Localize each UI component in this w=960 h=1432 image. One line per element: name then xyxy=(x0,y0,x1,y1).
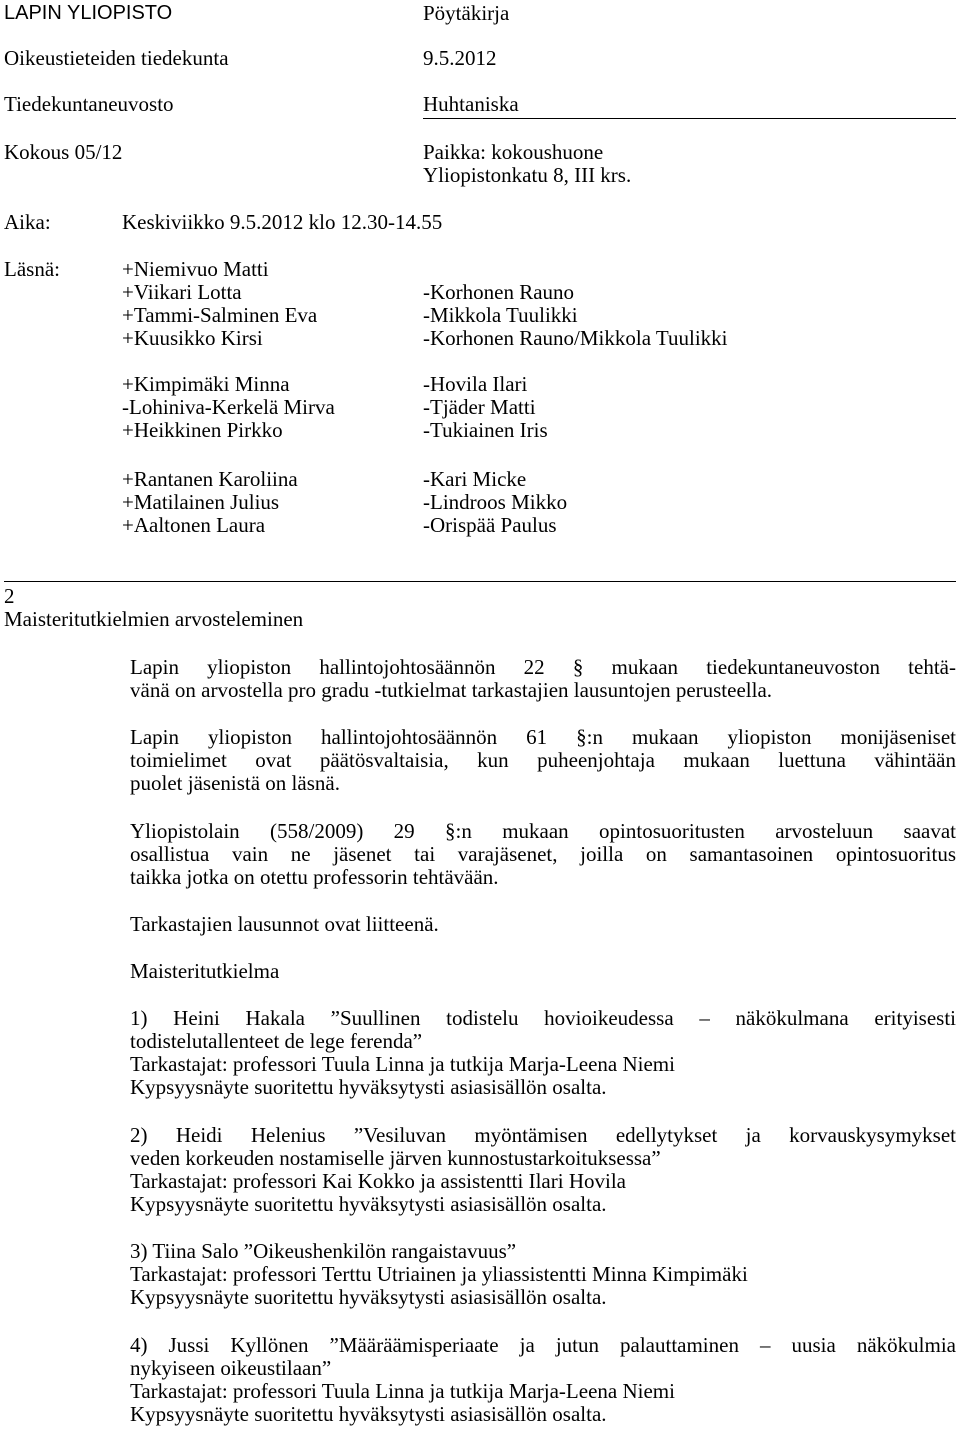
attendee: -Tjäder Matti xyxy=(423,395,536,419)
attendee: +Heikkinen Pirkko xyxy=(122,418,283,442)
attendee: +Kuusikko Kirsi xyxy=(122,326,263,350)
council-name: Tiedekuntaneuvosto xyxy=(4,92,174,116)
attendance-group1-left xyxy=(122,258,317,350)
author-name: Huhtaniska xyxy=(423,92,519,116)
thesis-title: 3) Tiina Salo ”Oikeushenkilön rangaistavuus” xyxy=(130,1239,517,1263)
university-name: LAPIN YLIOPISTO xyxy=(4,2,173,24)
thesis-item-1 xyxy=(130,1007,956,1099)
thesis-examiners: Tarkastajat: professori Kai Kokko ja assistentti Ilari Hovila xyxy=(130,1169,626,1193)
faculty-name: Oikeustieteiden tiedekunta xyxy=(4,46,229,70)
thesis-examiners: Tarkastajat: professori Terttu Utriainen ja yliassistentti Minna Kimpimäki xyxy=(130,1262,748,1286)
section-heading xyxy=(4,585,303,631)
thesis-maturity: Kypsyysnäyte suoritettu hyväksytysti asiasisällön osalta. xyxy=(130,1075,607,1099)
attendee: -Tukiainen Iris xyxy=(423,418,548,442)
thesis-examiners: Tarkastajat: professori Tuula Linna ja tutkija Marja-Leena Niemi xyxy=(130,1052,675,1076)
time-label: Aika: xyxy=(4,210,51,234)
paragraph-line: Lapin yliopiston hallintojohtosäännön 22 § mukaan tiedekuntaneuvoston tehtä- xyxy=(130,655,956,679)
attendee: -Korhonen Rauno/Mikkola Tuulikki xyxy=(423,326,728,350)
attendance-group1-right xyxy=(423,281,728,350)
thesis-item-2 xyxy=(130,1124,956,1216)
paragraph-4: Tarkastajien lausunnot ovat liitteenä. xyxy=(130,912,439,936)
attendee: -Lindroos Mikko xyxy=(423,490,568,514)
attendee: +Niemivuo Matti xyxy=(122,257,269,281)
subheading-thesis: Maisteritutkielma xyxy=(130,959,280,983)
thesis-examiners: Tarkastajat: professori Tuula Linna ja tutkija Marja-Leena Niemi xyxy=(130,1379,675,1403)
attendee: -Korhonen Rauno xyxy=(423,280,575,304)
thesis-item-4 xyxy=(130,1334,956,1426)
attendee: +Rantanen Karoliina xyxy=(122,467,298,491)
attendee: +Matilainen Julius xyxy=(122,490,280,514)
attendee: +Aaltonen Laura xyxy=(122,513,266,537)
thesis-title: veden korkeuden nostamiselle järven kunnostustarkoituksessa” xyxy=(130,1146,661,1170)
thesis-title: 1) Heini Hakala ”Suullinen todistelu hovioikeudessa – näkökulmana erityisesti xyxy=(130,1006,956,1030)
paragraph-2 xyxy=(130,726,956,795)
attendance-group3-left xyxy=(122,468,298,537)
section-title: Maisteritutkielmien arvosteleminen xyxy=(4,607,304,631)
time-value: Keskiviikko 9.5.2012 klo 12.30-14.55 xyxy=(122,210,443,234)
thesis-title: todistelutallenteet de lege ferenda” xyxy=(130,1029,423,1053)
attendee: -Lohiniva-Kerkelä Mirva xyxy=(122,395,335,419)
thesis-maturity: Kypsyysnäyte suoritettu hyväksytysti asiasisällön osalta. xyxy=(130,1285,607,1309)
document-date: 9.5.2012 xyxy=(423,46,497,70)
thesis-title: nykyiseen oikeustilaan” xyxy=(130,1356,332,1380)
meeting-place xyxy=(423,141,631,187)
paragraph-line: Yliopistolain (558/2009) 29 §:n mukaan opintosuoritusten arvosteluun saavat xyxy=(130,819,956,843)
thesis-title: 4) Jussi Kyllönen ”Määräämisperiaate ja jutun palauttaminen – uusia näkökulmia xyxy=(130,1333,956,1357)
attendee: +Kimpimäki Minna xyxy=(122,372,290,396)
paragraph-line: vänä on arvostella pro gradu -tutkielmat tarkastajien lausuntojen perusteella. xyxy=(130,678,773,702)
attendee: +Viikari Lotta xyxy=(122,280,242,304)
thesis-maturity: Kypsyysnäyte suoritettu hyväksytysti asiasisällön osalta. xyxy=(130,1402,607,1426)
thesis-title: 2) Heidi Helenius ”Vesiluvan myöntämisen edellytykset ja korvauskysymykset xyxy=(130,1123,956,1147)
paragraph-line: osallistua vain ne jäsenet tai varajäsenet, joilla on samantasoinen opintosuoritus xyxy=(130,842,956,866)
attendee: -Hovila Ilari xyxy=(423,372,528,396)
attendance-group2-left xyxy=(122,373,335,442)
document-type: Pöytäkirja xyxy=(423,1,510,25)
attendance-group3-right xyxy=(423,468,567,537)
attendance-group2-right xyxy=(423,373,548,442)
paragraph-3 xyxy=(130,820,956,889)
attendee: -Orispää Paulus xyxy=(423,513,557,537)
section-rule xyxy=(4,581,956,582)
section-number: 2 xyxy=(4,584,15,608)
attendee: -Kari Micke xyxy=(423,467,527,491)
present-label: Läsnä: xyxy=(4,257,60,281)
meeting-place-line1: Paikka: kokoushuone xyxy=(423,140,604,164)
attendee: -Mikkola Tuulikki xyxy=(423,303,578,327)
meeting-number: Kokous 05/12 xyxy=(4,140,123,164)
paragraph-line: puolet jäsenistä on läsnä. xyxy=(130,771,340,795)
thesis-maturity: Kypsyysnäyte suoritettu hyväksytysti asiasisällön osalta. xyxy=(130,1192,607,1216)
attendee: +Tammi-Salminen Eva xyxy=(122,303,318,327)
meeting-place-line2: Yliopistonkatu 8, III krs. xyxy=(423,163,632,187)
paragraph-line: taikka jotka on otettu professorin tehtävään. xyxy=(130,865,499,889)
paragraph-line: toimielimet ovat päätösvaltaisia, kun puheenjohtaja mukaan luettuna vähintään xyxy=(130,748,956,772)
paragraph-line: Lapin yliopiston hallintojohtosäännön 61 §:n mukaan yliopiston monijäseniset xyxy=(130,725,956,749)
thesis-item-3 xyxy=(130,1240,956,1309)
paragraph-1 xyxy=(130,656,956,702)
header-rule xyxy=(423,118,956,119)
